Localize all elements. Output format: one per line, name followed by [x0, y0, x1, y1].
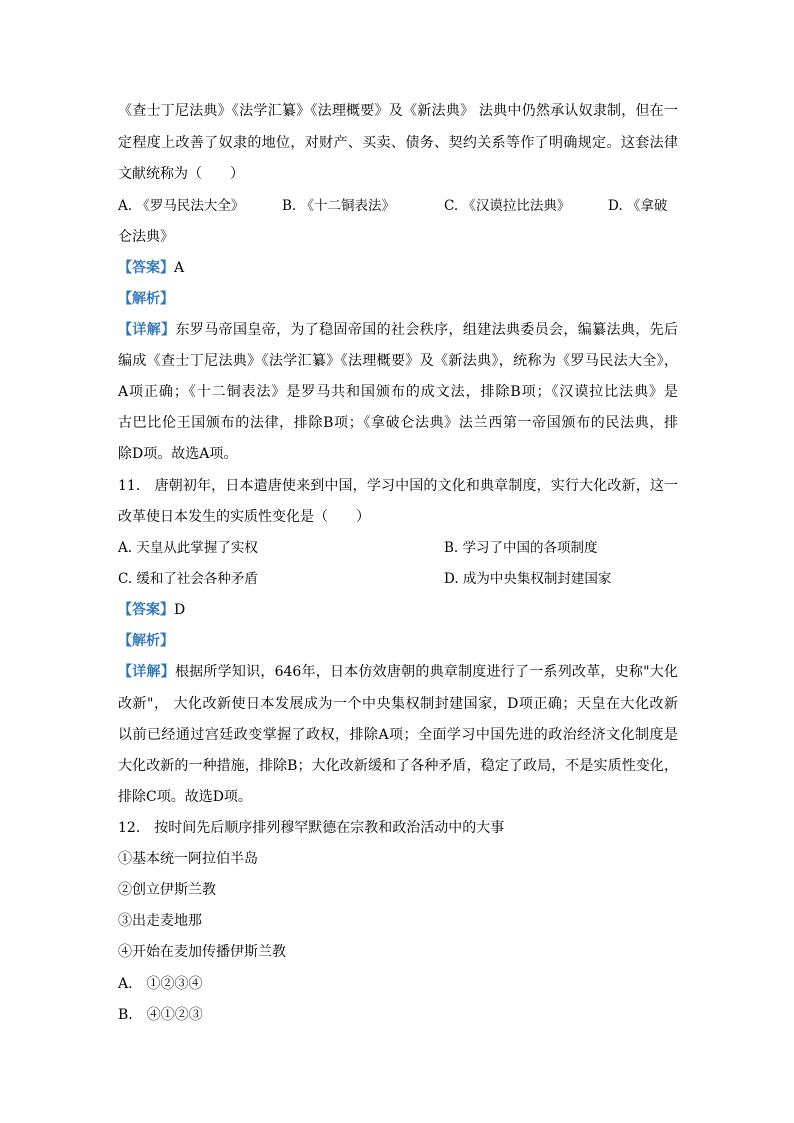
- detail-text: 根据所学知识，646年，日本仿效唐朝的典章制度进行了一系列改革，史称"大化: [174, 664, 678, 680]
- answer-value: D: [174, 602, 186, 618]
- q12-option-a: A. ①②③④: [118, 976, 203, 992]
- q10-detail-line-3: A项正确；《十二铜表法》是罗马共和国颁布的成文法，排除B项；《汉谟拉比法典》是: [118, 384, 678, 400]
- q10-stem-line-2: 定程度上改善了奴隶的地位，对财产、买卖、债务、契约关系等作了明确规定。这套法律: [118, 135, 678, 151]
- q12-stem: 12. 按时间先后顺序排列穆罕默德在宗教和政治活动中的大事: [118, 820, 505, 836]
- q10-option-b: B. 《十二铜表法》: [282, 198, 396, 214]
- q10-detail-line-4: 古巴比伦王国颁布的法律，排除B项；《拿破仑法典》法兰西第一帝国颁布的民法典，排: [118, 415, 678, 431]
- answer-tag: 【答案】: [118, 260, 174, 276]
- q11-detail-line-4: 大化改新的一种措施，排除B；大化改新缓和了各种矛盾，稳定了政局，不是实质性变化，: [118, 758, 678, 774]
- q12-option-b: B. ④①②③: [118, 1007, 203, 1023]
- detail-text: 东罗马帝国皇帝，为了稳固帝国的社会秩序，组建法典委员会，编纂法典，先后: [175, 322, 679, 338]
- q10-answer: [118, 258, 678, 278]
- q10-analysis-heading: [118, 289, 678, 309]
- q11-analysis-heading: [118, 631, 678, 651]
- analysis-tag: 【解析】: [118, 633, 174, 649]
- q10-option-c: C. 《汉谟拉比法典》: [444, 198, 571, 214]
- answer-value: A: [174, 260, 185, 276]
- q11-stem-line-2: 改革使日本发生的实质性变化是（ ）: [118, 509, 370, 525]
- detail-tag: 【详解】: [118, 322, 176, 338]
- answer-tag: 【答案】: [118, 602, 174, 618]
- q10-detail-line-2: 编成《查士丁尼法典》《法学汇纂》《法理概要》及《新法典》，统称为《罗马民法大全》，: [118, 353, 678, 369]
- q12-item-3: ③出走麦地那: [118, 913, 202, 929]
- q12-item-1: ①基本统一阿拉伯半岛: [118, 851, 258, 867]
- q12-item-2: ②创立伊斯兰教: [118, 882, 216, 898]
- q11-stem-line-1: 11. 唐朝初年，日本遣唐使来到中国，学习中国的文化和典章制度，实行大化改新，这一: [118, 478, 678, 494]
- q11-option-c: C. 缓和了社会各种矛盾: [118, 571, 258, 587]
- q11-option-a: A. 天皇从此掌握了实权: [118, 540, 258, 556]
- q10-option-d-continued: 仑法典》: [118, 229, 174, 245]
- q11-detail-line-2: 改新"， 大化改新使日本发展成为一个中央集权制封建国家，D项正确；天皇在大化改新: [118, 696, 678, 712]
- q11-option-d: D. 成为中央集权制封建国家: [444, 571, 612, 587]
- q10-detail-line-1: [118, 320, 678, 340]
- q10-detail-line-5: 除D项。故选A项。: [118, 446, 238, 462]
- q11-option-b: B. 学习了中国的各项制度: [444, 540, 598, 556]
- q12-item-4: ④开始在麦加传播伊斯兰教: [118, 944, 286, 960]
- q11-detail-line-3: 以前已经通过宫廷政变掌握了政权，排除A项；全面学习中国先进的政治经济文化制度是: [118, 727, 678, 743]
- q10-stem-line-1: 《查士丁尼法典》《法学汇纂》《法理概要》及《新法典》 法典中仍然承认奴隶制，但在一: [118, 103, 678, 119]
- q10-stem-line-3: 文献统称为（ ）: [118, 166, 244, 182]
- q10-option-d: D. 《拿破: [608, 198, 668, 214]
- q11-answer: [118, 600, 678, 620]
- analysis-tag: 【解析】: [118, 291, 174, 307]
- q10-option-a: A. 《罗马民法大全》: [118, 198, 245, 214]
- detail-tag: 【详解】: [118, 664, 175, 680]
- q11-detail-line-5: 排除C项。故选D项。: [118, 789, 252, 805]
- q11-detail-line-1: [118, 662, 678, 682]
